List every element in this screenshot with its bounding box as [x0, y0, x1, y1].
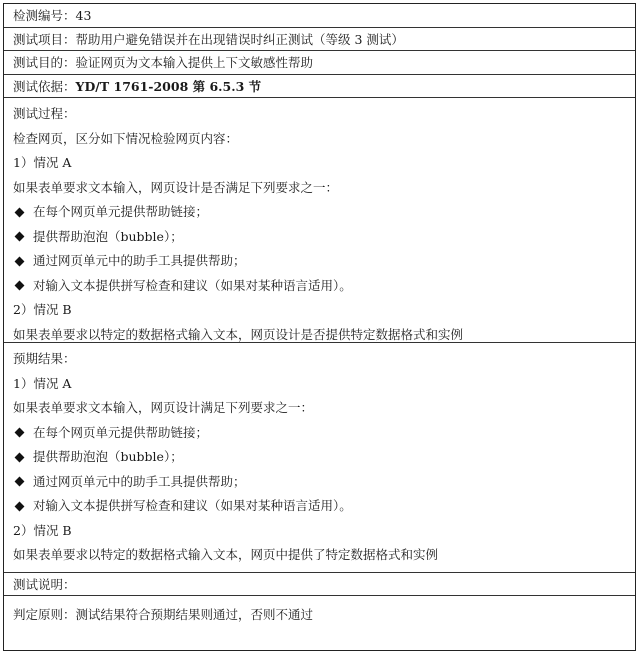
list-item-text: 对输入文本提供拼写检查和建议（如果对某种语言适用）。	[33, 498, 352, 513]
process-case-b-label: 2）情况 B	[13, 302, 72, 317]
process-case-b-text: 如果表单要求以特定的数据格式输入文本，网页设计是否提供特定数据格式和实例	[13, 326, 464, 342]
test-basis-value: YD/T 1761-2008 第 6.5.3 节	[75, 78, 262, 94]
test-basis-label: 测试依据：	[13, 78, 76, 94]
test-process-section	[4, 98, 635, 343]
diamond-bullet-icon	[15, 428, 25, 438]
test-purpose-row	[4, 51, 635, 75]
list-item	[13, 200, 635, 225]
diamond-bullet-icon	[15, 207, 25, 217]
list-item	[13, 494, 635, 519]
diamond-bullet-icon	[15, 256, 25, 266]
diamond-bullet-icon	[15, 281, 25, 291]
list-item	[13, 225, 635, 250]
list-item	[13, 249, 635, 274]
list-item-text: 通过网页单元中的助手工具提供帮助；	[33, 253, 246, 268]
process-heading: 测试过程：	[13, 106, 76, 121]
list-item-text: 提供帮助泡泡（bubble）；	[33, 228, 183, 244]
test-note-row	[4, 573, 635, 596]
diamond-bullet-icon	[15, 477, 25, 487]
list-item	[13, 274, 635, 299]
list-item	[13, 470, 635, 495]
list-item-text: 在每个网页单元提供帮助链接；	[33, 424, 209, 440]
list-item	[13, 445, 635, 470]
test-id-row	[4, 4, 635, 28]
list-item-text: 对输入文本提供拼写检查和建议（如果对某种语言适用）。	[33, 277, 352, 293]
expected-result-section	[4, 343, 635, 573]
list-item	[13, 421, 635, 446]
expected-case-b-text: 如果表单要求以特定的数据格式输入文本，网页中提供了特定数据格式和实例	[13, 547, 439, 562]
diamond-bullet-icon	[15, 501, 25, 511]
process-intro: 检查网页，区分如下情况检验网页内容：	[13, 130, 239, 146]
list-item-text: 提供帮助泡泡（bubble）；	[33, 449, 183, 464]
test-id-text: 检测编号：43	[13, 8, 92, 24]
criterion-text: 判定原则：测试结果符合预期结果则通过，否则不通过	[13, 607, 314, 622]
list-item-text: 在每个网页单元提供帮助链接；	[33, 204, 209, 219]
test-item-row	[4, 28, 635, 52]
test-case-table	[3, 3, 636, 651]
test-basis-row	[4, 75, 635, 99]
diamond-bullet-icon	[15, 232, 25, 242]
expected-case-b-label: 2）情况 B	[13, 522, 72, 538]
criterion-row	[4, 596, 635, 650]
expected-heading: 预期结果：	[13, 351, 76, 366]
process-case-a-label: 1）情况 A	[13, 155, 72, 170]
diamond-bullet-icon	[15, 452, 25, 462]
expected-case-a-text: 如果表单要求文本输入，网页设计满足下列要求之一：	[13, 400, 314, 415]
list-item-text: 通过网页单元中的助手工具提供帮助；	[33, 473, 246, 489]
test-item-text: 测试项目：帮助用户避免错误并在出现错误时纠正测试（等级 3 测试）	[13, 31, 404, 47]
test-note-text: 测试说明：	[13, 577, 76, 592]
process-case-a-text: 如果表单要求文本输入，网页设计是否满足下列要求之一：	[13, 179, 339, 195]
expected-case-a-label: 1）情况 A	[13, 375, 72, 391]
test-purpose-text: 测试目的：验证网页为文本输入提供上下文敏感性帮助	[13, 55, 314, 71]
